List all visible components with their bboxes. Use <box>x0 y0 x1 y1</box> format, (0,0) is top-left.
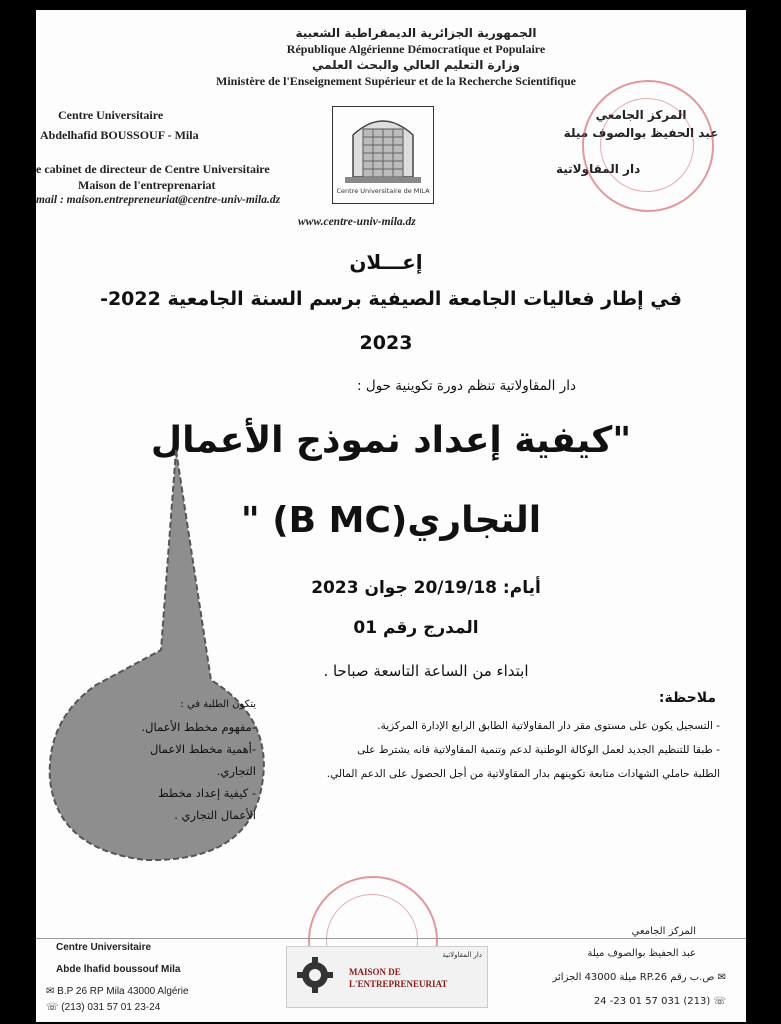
course-room: المدرج رقم 01 <box>353 618 479 638</box>
notes-heading: ملاحظة: <box>658 690 716 706</box>
maison-logo <box>286 946 488 1008</box>
course-days: أيام: 20/19/18 جوان 2023 <box>311 578 541 598</box>
course-title-2: التجاري(B MC) " <box>240 500 542 541</box>
ar-centre-name: عبد الحفيظ بوالصوف ميلة <box>563 126 719 140</box>
bubble-item1: -مفهوم مخطط الأعمال. <box>141 720 256 734</box>
bubble-item2b: التجاري. <box>216 764 256 778</box>
speech-bubble <box>76 694 256 826</box>
announcement-subtitle-1: في إطار فعاليات الجامعة الصيفية برسم السنة الجامعية 2022- <box>100 288 682 310</box>
bubble-item3: - كيفية إعداد مخطط <box>158 786 256 800</box>
footer-right-line1: المركز الجامعي <box>631 926 696 937</box>
header-ar-republic: الجمهورية الجزائرية الديمقراطية الشعبية <box>295 26 537 40</box>
course-title-1: "كيفية إعداد نموذج الأعمال <box>150 420 632 461</box>
bubble-intro: يتكون الطلبة في : <box>180 699 256 710</box>
footer-right-address: ✉ ص.ب رقم RP.26 ميلة 43000 الجزائر <box>552 972 726 983</box>
logo-caption: Centre Universitaire de MILA <box>336 187 430 195</box>
footer-right-line2: عبد الحفيظ بوالصوف ميلة <box>587 948 696 959</box>
footer-divider <box>36 938 746 939</box>
announcement-subtitle-2: 2023 <box>359 332 413 354</box>
announcement-title: إعـــلان <box>349 250 423 274</box>
phone-icon-right: ☏ <box>713 996 726 1007</box>
mail-icon: ✉ <box>46 986 55 997</box>
building-icon <box>333 107 433 187</box>
logo-ar: دار المقاولاتية <box>442 951 482 959</box>
footer-right-phone: ☏ (213) 031 57 01 23- 24 <box>593 996 726 1007</box>
phone-icon: ☏ <box>46 1002 59 1013</box>
header-ar-ministry: وزارة التعليم العالي والبحث العلمي <box>311 58 521 72</box>
university-logo <box>332 106 434 204</box>
centre-line2: Abdelhafid BOUSSOUF - Mila <box>40 128 199 142</box>
header-fr-ministry: Ministère de l'Enseignement Supérieur et de la Recherche Scientifique <box>216 74 576 88</box>
ar-centre: المركز الجامعي <box>595 108 687 122</box>
footer-left-line1: Centre Universitaire <box>56 942 152 953</box>
website: www.centre-univ-mila.dz <box>298 216 416 228</box>
logo-text2: L'ENTREPRENEURIAT <box>349 979 448 989</box>
ar-dar: دار المقاولاتية <box>556 162 641 176</box>
footer-left-line2: Abde lhafid boussouf Mila <box>56 964 181 975</box>
notes-line3: الطلبة حاملي الشهادات متابعة تكوينهم بدار المقاولاتية من أجل الحصول على الدعم المالي. <box>326 768 720 780</box>
mail-icon-right: ✉ <box>717 972 726 983</box>
footer-left-address: ✉ B.P 26 RP Mila 43000 Algérie <box>46 986 189 997</box>
document-page <box>36 10 746 1022</box>
bubble-item2: -أهمية مخطط الاعمال <box>149 742 256 756</box>
official-stamp-top <box>582 80 714 212</box>
logo-text1: MAISON DE <box>349 967 401 977</box>
bubble-item3b: الأعمال التجاري . <box>174 808 256 822</box>
course-time: ابتداء من الساعة التاسعة صباحا . <box>323 662 529 680</box>
header-fr-republic: République Algérienne Démocratique et Populaire <box>286 42 546 56</box>
mail-line: mail : maison.entrepreneuriat@centre-univ-mila.dz <box>36 194 281 206</box>
notes-line2: - طبقا للتنظيم الجديد لعمل الوكالة الوطنية لدعم وتنمية المقاولاتية فانه يشترط على <box>357 744 720 756</box>
organizer-line: دار المقاولاتية تنظم دورة تكوينية حول : <box>357 378 576 394</box>
notes-line1: - التسجيل يكون على مستوى مقر دار المقاولاتية الطابق الرابع الإدارة المركزية. <box>377 720 720 732</box>
centre-line1: Centre Universitaire <box>58 108 164 122</box>
gear-icon <box>295 955 335 995</box>
cabinet-line: e cabinet de directeur de Centre Universitaire <box>36 162 270 176</box>
maison-line: Maison de l'entreprenariat <box>78 178 216 192</box>
footer-left-phone: ☏ (213) 031 57 01 23-24 <box>46 1002 161 1013</box>
